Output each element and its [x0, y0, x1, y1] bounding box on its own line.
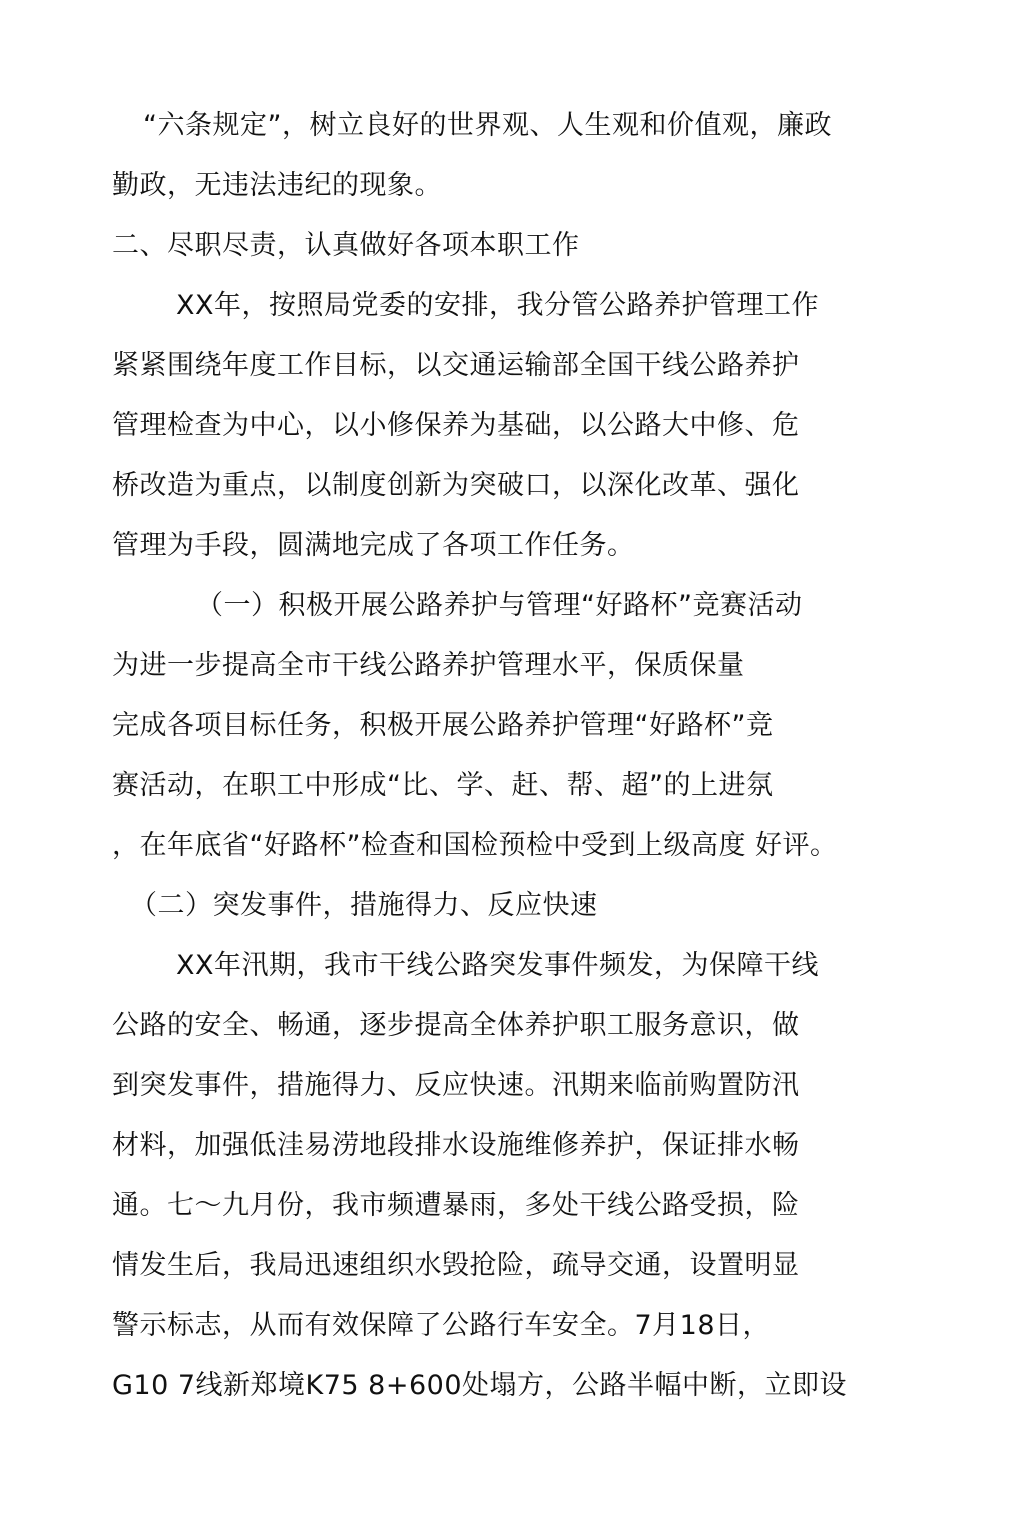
- text-line: XX年汛期，我市干线公路突发事件频发，为保障干线: [176, 950, 819, 981]
- text-line: 警示标志，从而有效保障了公路行车安全。7月18日，: [112, 1310, 771, 1341]
- text-line: 赛活动，在职工中形成“比、学、赶、帮、超”的上进氛: [112, 770, 774, 801]
- subsection-heading: （一）积极开展公路养护与管理“好路杯”竞赛活动: [196, 590, 803, 621]
- text-line: 通。七～九月份，我市频遭暴雨，多处干线公路受损，险: [112, 1190, 800, 1221]
- text-line: 情发生后，我局迅速组织水毁抢险，疏导交通，设置明显: [112, 1250, 800, 1281]
- text-line: 管理检查为中心，以小修保养为基础，以公路大中修、危: [112, 410, 800, 441]
- text-line: ，在年底省“好路杯”检查和国检预检中受到上级高度 好评。: [112, 830, 838, 861]
- text-line: 为进一步提高全市干线公路养护管理水平，保质保量: [112, 650, 745, 681]
- text-line: 勤政，无违法违纪的现象。: [112, 170, 442, 201]
- text-line: 到突发事件，措施得力、反应快速。汛期来临前购置防汛: [112, 1070, 800, 1101]
- text-line: 公路的安全、畅通，逐步提高全体养护职工服务意识，做: [112, 1010, 800, 1041]
- section-heading: 二、尽职尽责，认真做好各项本职工作: [112, 230, 580, 261]
- subsection-heading: （二）突发事件，措施得力、反应快速: [130, 890, 598, 921]
- text-line: 紧紧围绕年度工作目标，以交通运输部全国干线公路养护: [112, 350, 800, 381]
- text-line: 材料，加强低洼易涝地段排水设施维修养护，保证排水畅: [112, 1130, 800, 1161]
- text-line: XX年，按照局党委的安排，我分管公路养护管理工作: [176, 290, 819, 321]
- text-line: 管理为手段，圆满地完成了各项工作任务。: [112, 530, 635, 561]
- text-line: 完成各项目标任务，积极开展公路养护管理“好路杯”竞: [112, 710, 774, 741]
- text-line: G10 7线新郑境K75 8+600处塌方，公路半幅中断，立即设: [112, 1370, 848, 1401]
- text-line: “六条规定”，树立良好的世界观、人生观和价值观，廉政: [143, 110, 832, 141]
- text-line: 桥改造为重点，以制度创新为突破口，以深化改革、强化: [112, 470, 800, 501]
